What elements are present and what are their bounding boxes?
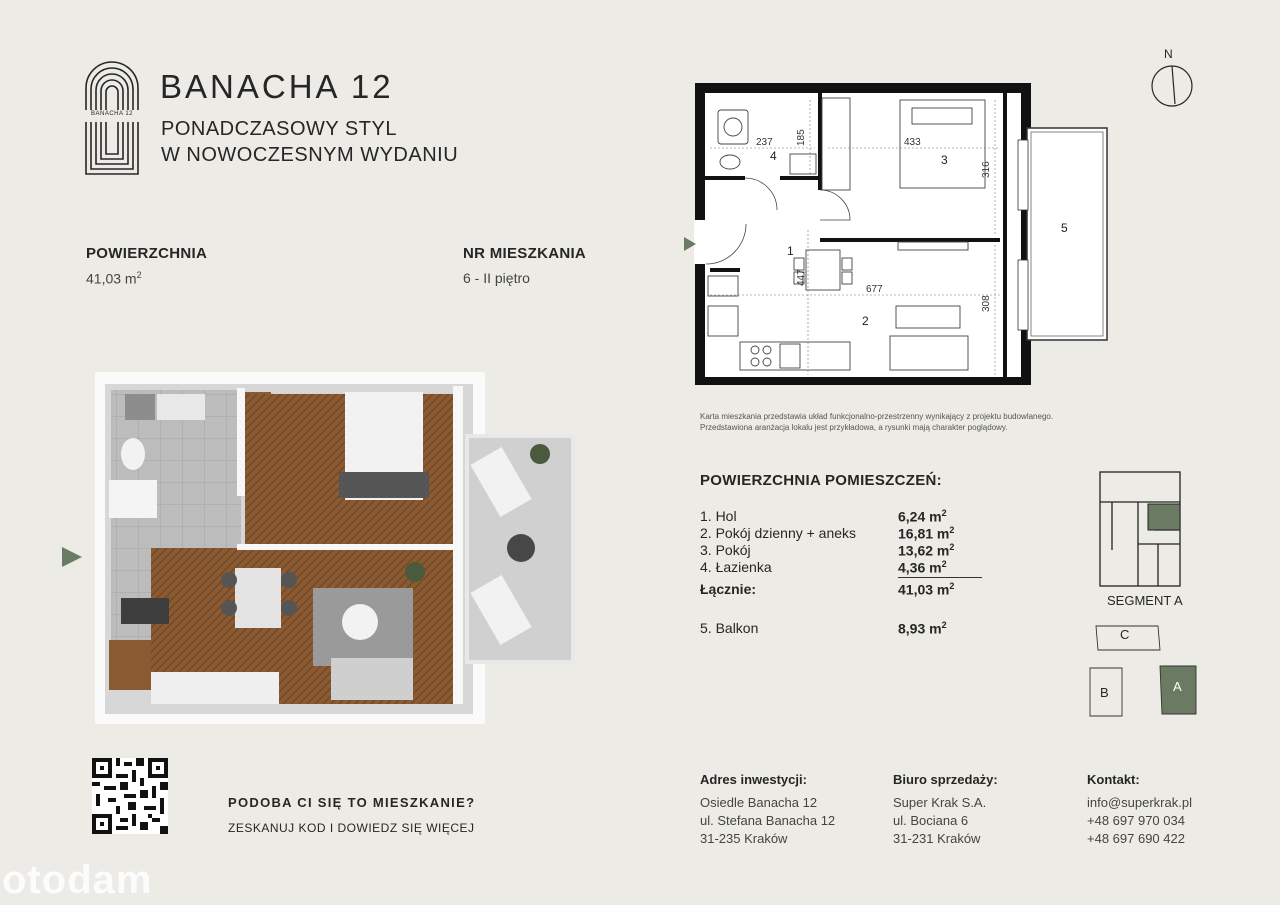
dimension-677: 677 bbox=[866, 284, 883, 295]
entrance-arrow-small-icon bbox=[682, 236, 698, 252]
room-area: 6,24 $m^2$ bbox=[898, 508, 947, 525]
room-name: 4. Łazienka bbox=[700, 559, 772, 575]
room-name: 2. Pokój dzienny + aneks bbox=[700, 525, 857, 541]
brand-logo bbox=[84, 60, 140, 176]
footer-sales-heading: Biuro sprzedaży: bbox=[893, 772, 998, 787]
brand-tagline bbox=[161, 116, 458, 168]
footer-contact bbox=[1087, 772, 1192, 848]
tagline-line-1: PONADCZASOWY STYL bbox=[161, 118, 397, 140]
disclaimer-line-2: Przedstawiona aranżacja lokalu jest przykładowa, a rysunki mają charakter poglądowy. bbox=[700, 423, 1008, 432]
dimension-316: 316 bbox=[981, 161, 992, 178]
room-name: 1. Hol bbox=[700, 508, 737, 524]
room-number-2: 2 bbox=[862, 314, 869, 328]
total-label: Łącznie: bbox=[700, 581, 757, 597]
room-number-1: 1 bbox=[787, 244, 794, 258]
dimension-185: 185 bbox=[796, 129, 807, 146]
area-label: POWIERZCHNIA bbox=[86, 245, 208, 262]
room-area: 4,36 $m^2$ bbox=[898, 559, 947, 576]
logo-text: BANACHA 12 bbox=[90, 111, 134, 117]
dimension-447: 447 bbox=[796, 269, 807, 286]
building-c-label: C bbox=[1120, 627, 1130, 642]
watermark: otodam bbox=[2, 858, 153, 902]
dimension-308: 308 bbox=[981, 295, 992, 312]
area-value: 41,03 $m^2$ bbox=[86, 270, 142, 287]
contact-phone-link[interactable]: +48 697 970 034 bbox=[1087, 813, 1185, 828]
site-map bbox=[1088, 620, 1208, 720]
room-name: 3. Pokój bbox=[700, 542, 751, 558]
qr-code[interactable] bbox=[92, 758, 168, 834]
disclaimer-line-1: Karta mieszkania przedstawia układ funkcjonalno-przestrzenny wynikający z projektu budowlanego. bbox=[700, 412, 1054, 421]
footer-address-line: Osiedle Banacha 12 bbox=[700, 795, 818, 810]
contact-phone-link[interactable]: +48 697 690 422 bbox=[1087, 831, 1185, 846]
segment-plan bbox=[1098, 470, 1182, 588]
contact-email-link[interactable]: info@superkrak.pl bbox=[1087, 795, 1192, 810]
qr-cta: PODOBA CI SIĘ TO MIESZKANIE? bbox=[228, 795, 476, 810]
rooms-title: POWIERZCHNIA POMIESZCZEŃ: bbox=[700, 472, 942, 489]
building-b-label: B bbox=[1100, 685, 1109, 700]
building-a-label: A bbox=[1173, 679, 1182, 694]
floor-plan-3d-drawing bbox=[95, 372, 575, 724]
balcony-name: 5. Balkon bbox=[700, 620, 759, 636]
footer-sales bbox=[893, 772, 998, 848]
room-area: 13,62 $m^2$ bbox=[898, 542, 955, 559]
floor-plan-2d bbox=[680, 80, 1110, 385]
footer-sales-line: ul. Bociana 6 bbox=[893, 813, 969, 828]
footer-sales-line: Super Krak S.A. bbox=[893, 795, 987, 810]
room-number-3: 3 bbox=[941, 153, 948, 167]
brand-title: BANACHA 12 bbox=[160, 68, 394, 105]
total-area: 41,03 $m^2$ bbox=[898, 581, 955, 598]
total-divider bbox=[898, 577, 982, 578]
logo-arches-icon bbox=[84, 60, 140, 176]
balcony-area: 8,93 $m^2$ bbox=[898, 620, 947, 637]
dimension-237: 237 bbox=[756, 137, 773, 148]
room-number-5: 5 bbox=[1061, 221, 1068, 235]
footer-address bbox=[700, 772, 835, 848]
segment-label: SEGMENT A bbox=[1107, 593, 1183, 608]
dimension-433: 433 bbox=[904, 137, 921, 148]
apartment-label: NR MIESZKANIA bbox=[463, 245, 587, 262]
footer-address-line: 31-235 Kraków bbox=[700, 831, 788, 846]
footer-sales-line: 31-231 Kraków bbox=[893, 831, 981, 846]
compass-icon bbox=[1150, 64, 1194, 108]
entrance-arrow-icon bbox=[60, 545, 84, 569]
floor-plan-3d bbox=[95, 372, 490, 724]
room-area: 16,81 $m^2$ bbox=[898, 525, 955, 542]
footer-address-line: ul. Stefana Banacha 12 bbox=[700, 813, 836, 828]
qr-subtitle: ZESKANUJ KOD I DOWIEDZ SIĘ WIĘCEJ bbox=[228, 821, 475, 835]
compass-north-label: N bbox=[1164, 47, 1173, 61]
footer-address-heading: Adres inwestycji: bbox=[700, 772, 807, 787]
footer-contact-heading: Kontakt: bbox=[1087, 772, 1140, 787]
tagline-line-2: W NOWOCZESNYM WYDANIU bbox=[161, 144, 459, 166]
disclaimer bbox=[700, 411, 1120, 433]
room-number-4: 4 bbox=[770, 149, 777, 163]
apartment-value: 6 - II piętro bbox=[463, 270, 530, 286]
